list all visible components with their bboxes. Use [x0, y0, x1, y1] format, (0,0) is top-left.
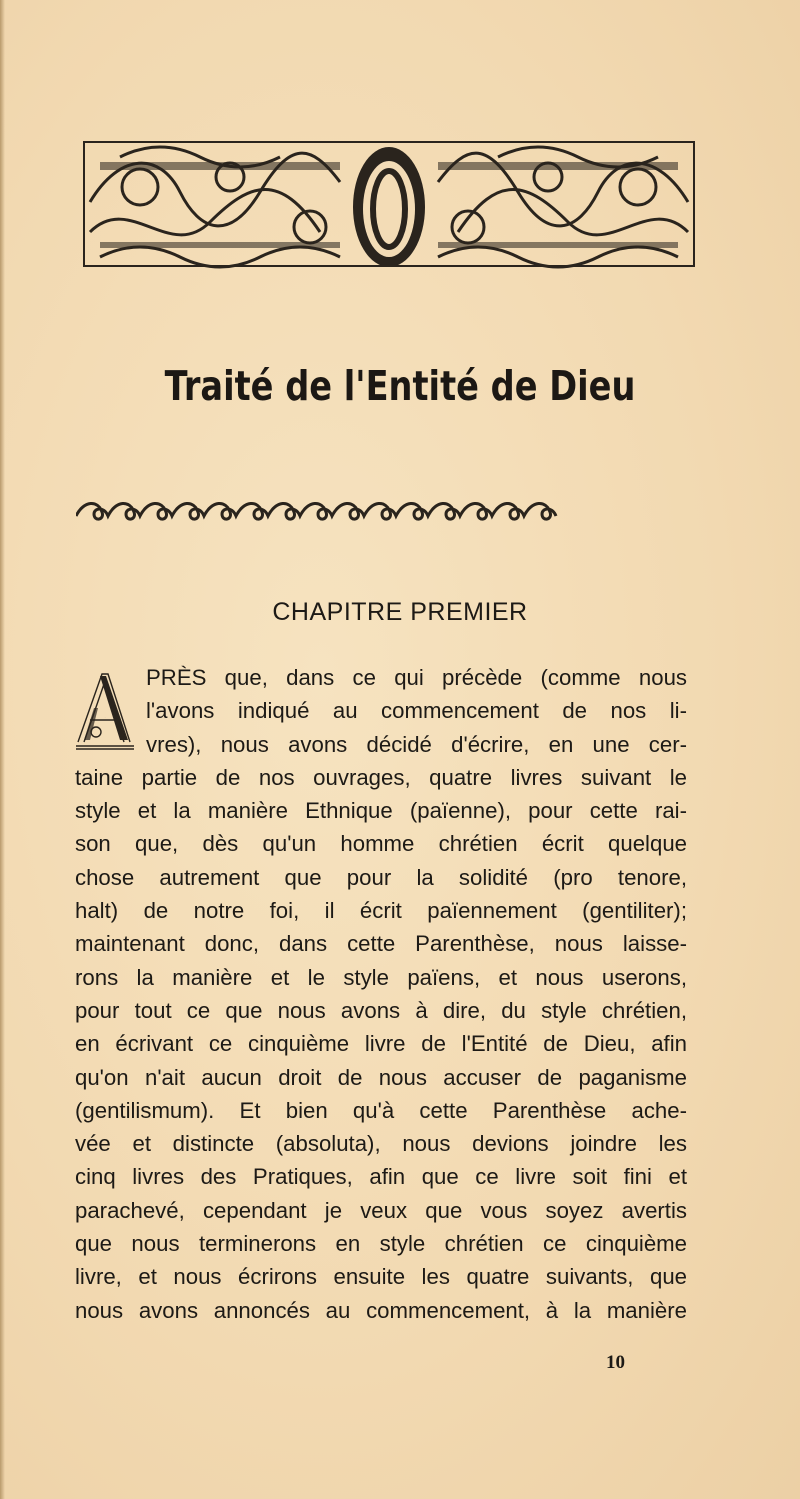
text-line: vres), nous avons décidé d'écrire, en une cer- [146, 731, 687, 757]
text-line: (gentilismum). Et bien qu'à cette Parenthèse ache- [75, 1097, 687, 1123]
text-line: livre, et nous écrirons ensuite les quatre suivants, que [75, 1264, 687, 1290]
text-line: qu'on n'ait aucun droit de nous accuser de paganisme [75, 1064, 687, 1090]
chapter-heading: CHAPITRE PREMIER [272, 598, 528, 626]
text-line: rons la manière et le style païens, et nous userons, [75, 964, 687, 990]
text-line: vée et distincte (absoluta), nous devions joindre les [75, 1131, 687, 1157]
text-line: l'avons indiqué au commencement de nos li- [146, 698, 687, 724]
text-line: cinq livres des Pratiques, afin que ce livre soit fini et [75, 1164, 687, 1190]
text-line: en écrivant ce cinquième livre de l'Entité de Dieu, afin [75, 1031, 687, 1057]
page-title: Traité de l'Entité de Dieu [164, 362, 636, 410]
text-line: que nous terminerons en style chrétien ce cinquième [75, 1231, 687, 1257]
body-text [75, 661, 687, 1327]
text-line: pour tout ce que nous avons à dire, du style chrétien, [75, 997, 687, 1023]
text-line: PRÈS que, dans ce qui précède (comme nous [146, 665, 687, 690]
page-number: 10 [606, 1352, 625, 1373]
text-line: nous avons annoncés au commencement, à la manière [75, 1297, 687, 1323]
page-spine-shadow [0, 0, 5, 1499]
text-line: halt) de notre foi, il écrit païennement (gentiliter); [75, 898, 687, 924]
text-line: maintenant donc, dans cette Parenthèse, nous laisse- [75, 931, 687, 957]
drop-cap-letter: A [104, 718, 106, 719]
text-line: son que, dès qu'un homme chrétien écrit quelque [75, 831, 687, 857]
text-line: chose autrement que pour la solidité (pro tenore, [75, 864, 687, 890]
wave-divider-icon [76, 496, 698, 524]
text-line: style et la manière Ethnique (païenne), pour cette rai- [75, 798, 687, 824]
text-line: parachevé, cependant je veux que vous soyez avertis [75, 1197, 687, 1223]
text-line: taine partie de nos ouvrages, quatre livres suivant le [75, 764, 687, 790]
ornamental-headpiece-icon [80, 132, 698, 274]
